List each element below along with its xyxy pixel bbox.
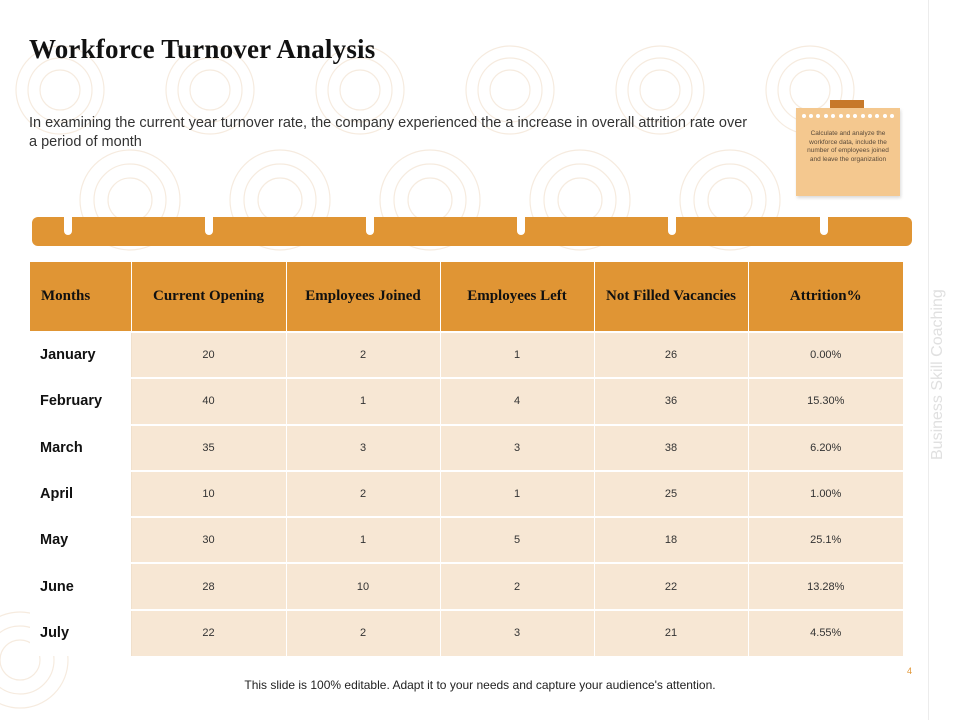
employees-joined-cell: 2: [286, 332, 440, 378]
banner-pin: [64, 213, 72, 235]
attrition-cell: 0.00%: [748, 332, 903, 378]
current-opening-cell: 40: [131, 378, 286, 424]
month-cell: May: [30, 517, 131, 563]
employees-left-cell: 1: [440, 471, 594, 517]
page-number: 4: [907, 666, 913, 676]
month-cell: January: [30, 332, 131, 378]
attrition-cell: 13.28%: [748, 563, 903, 609]
employees-joined-cell: 1: [286, 378, 440, 424]
month-cell: April: [30, 471, 131, 517]
current-opening-cell: 10: [131, 471, 286, 517]
attrition-cell: 6.20%: [748, 425, 903, 471]
attrition-cell: 1.00%: [748, 471, 903, 517]
table-row: [30, 378, 903, 424]
employees-left-cell: 4: [440, 378, 594, 424]
sticky-note: [796, 108, 900, 196]
table-row: [30, 517, 903, 563]
employees-left-cell: 5: [440, 517, 594, 563]
banner-pin: [517, 213, 525, 235]
turnover-table: [30, 262, 903, 656]
not-filled-vacancies-cell: 25: [594, 471, 748, 517]
employees-joined-cell: 2: [286, 471, 440, 517]
employees-left-cell: 1: [440, 332, 594, 378]
not-filled-vacancies-cell: 22: [594, 563, 748, 609]
current-opening-cell: 22: [131, 610, 286, 656]
current-opening-cell: 35: [131, 425, 286, 471]
employees-left-cell: 3: [440, 610, 594, 656]
employees-joined-cell: 10: [286, 563, 440, 609]
not-filled-vacancies-cell: 36: [594, 378, 748, 424]
banner-pin: [205, 213, 213, 235]
slide-title: Workforce Turnover Analysis: [29, 34, 376, 64]
header-banner: [32, 217, 912, 246]
banner-pin: [820, 213, 828, 235]
banner-pin: [668, 213, 676, 235]
col-header-attrition: Attrition%: [748, 262, 903, 332]
footer-text: This slide is 100% editable. Adapt it to your needs and capture your audience's attention.: [244, 678, 716, 692]
attrition-cell: 15.30%: [748, 378, 903, 424]
month-cell: March: [30, 425, 131, 471]
employees-joined-cell: 2: [286, 610, 440, 656]
month-cell: February: [30, 378, 131, 424]
banner-pin: [366, 213, 374, 235]
attrition-cell: 25.1%: [748, 517, 903, 563]
current-opening-cell: 20: [131, 332, 286, 378]
employees-left-cell: 3: [440, 425, 594, 471]
col-header-months: Months: [30, 262, 131, 332]
not-filled-vacancies-cell: 38: [594, 425, 748, 471]
table-row: [30, 332, 903, 378]
note-binding: [796, 114, 900, 122]
note-text: Calculate and analyze the workforce data, include the number of employees joined and leave the organization: [807, 130, 889, 163]
side-label: Business Skill Coaching: [929, 289, 946, 460]
employees-joined-cell: 3: [286, 425, 440, 471]
employees-joined-cell: 1: [286, 517, 440, 563]
table-row: [30, 610, 903, 656]
col-header-employees-joined: Employees Joined: [286, 262, 440, 332]
table-row: [30, 563, 903, 609]
col-header-employees-left: Employees Left: [440, 262, 594, 332]
col-header-not-filled-vacancies: Not Filled Vacancies: [594, 262, 748, 332]
not-filled-vacancies-cell: 18: [594, 517, 748, 563]
not-filled-vacancies-cell: 26: [594, 332, 748, 378]
table-header-row: [30, 262, 903, 332]
table-row: [30, 471, 903, 517]
intro-text: In examining the current year turnover rate, the company experienced the a increase in overall attrition rate over a period of month: [29, 115, 748, 150]
table-row: [30, 425, 903, 471]
employees-left-cell: 2: [440, 563, 594, 609]
not-filled-vacancies-cell: 21: [594, 610, 748, 656]
current-opening-cell: 28: [131, 563, 286, 609]
attrition-cell: 4.55%: [748, 610, 903, 656]
month-cell: July: [30, 610, 131, 656]
current-opening-cell: 30: [131, 517, 286, 563]
month-cell: June: [30, 563, 131, 609]
col-header-current-opening: Current Opening: [131, 262, 286, 332]
